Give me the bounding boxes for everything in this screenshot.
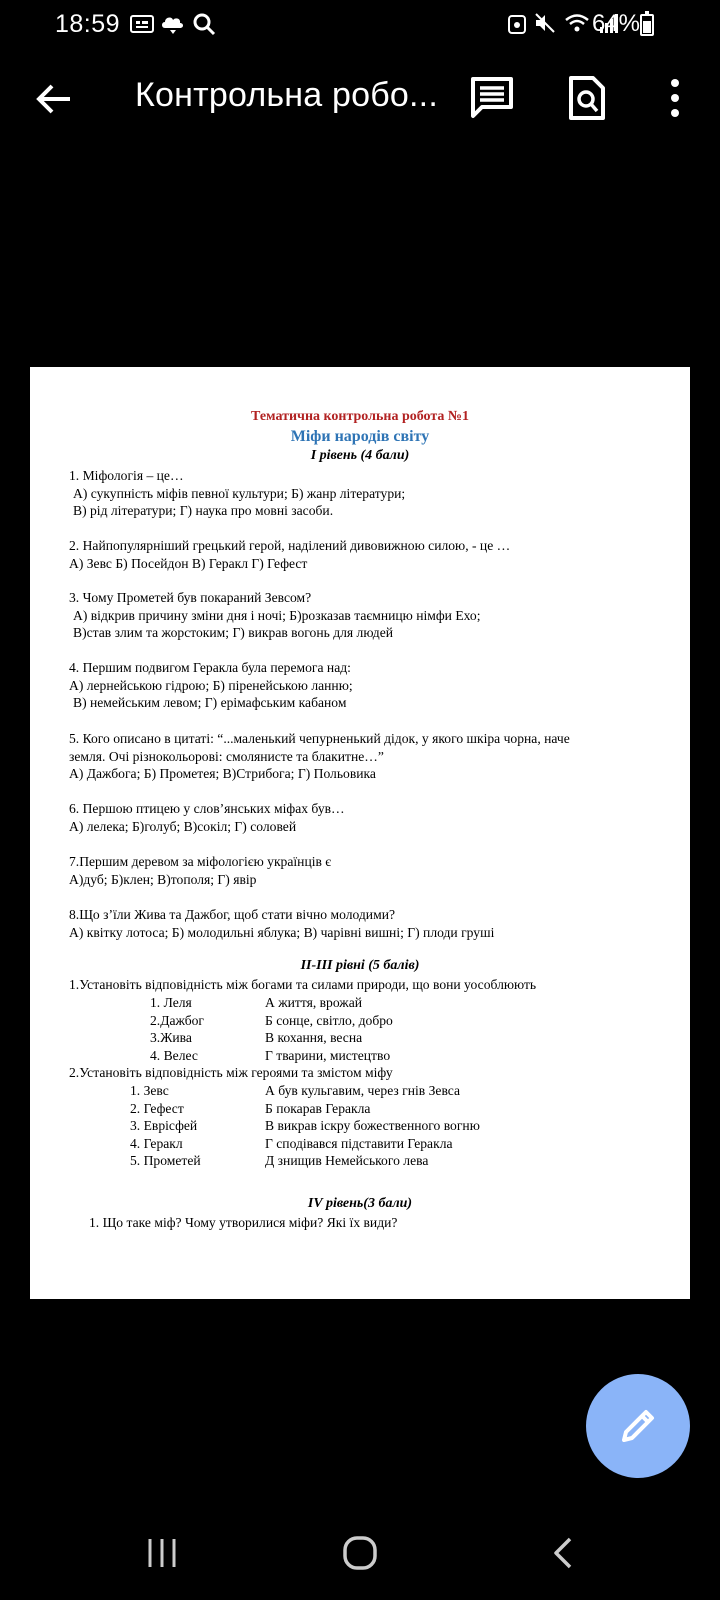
- find-in-document-button[interactable]: [563, 74, 611, 122]
- level4-heading: IV рівень(3 бали): [307, 1196, 413, 1211]
- nav-back-button[interactable]: [548, 1533, 578, 1573]
- question-8: 8.Що з’їли Жива та Дажбог, щоб стати вічно молодими? А) квітку лотоса; Б) молодильні яблука; В) чарівні вишні; Г) плоди груші: [69, 907, 495, 940]
- level1-heading: І рівень (4 бали): [310, 448, 410, 463]
- lock-icon: [508, 12, 526, 34]
- wifi-icon: [564, 12, 590, 34]
- match-row: 3. Еврісфей В викрав іскру божественного вогню: [130, 1118, 480, 1133]
- match-row: 1. Зевс А був кульгавим, через гнів Зевса: [130, 1083, 461, 1098]
- app-bar: [0, 60, 720, 140]
- more-options-button[interactable]: [655, 74, 695, 122]
- task2-prompt: 2.Установіть відповідність між героями та змістом міфу: [69, 1065, 393, 1080]
- recent-apps-icon: [144, 1535, 184, 1571]
- match-row: 1. Леля А життя, врожай: [150, 995, 363, 1010]
- screen-icon: [130, 13, 154, 35]
- search-icon: [192, 12, 216, 36]
- question-7: 7.Першим деревом за міфологією українців є А)дуб; Б)клен; В)тополя; Г) явір: [69, 854, 332, 887]
- status-bar: [0, 0, 720, 52]
- task2-matching: [130, 1082, 670, 1170]
- doc-title-line1: Тематична контрольна робота №1: [251, 409, 469, 424]
- level4-question: 1. Що таке міф? Чому утворилися міфи? Які їх види?: [89, 1215, 398, 1230]
- back-button[interactable]: [30, 74, 80, 124]
- question-6: 6. Першою птицею у слов’янських міфах був… А) лелека; Б)голуб; В)сокіл; Г) соловей: [69, 801, 345, 834]
- battery-percent: 64%: [591, 10, 640, 37]
- edit-fab[interactable]: [586, 1374, 690, 1478]
- more-vert-icon: [655, 74, 695, 122]
- edit-pencil-icon: [618, 1406, 658, 1446]
- match-row: 4. Велес Г тварини, мистецтво: [150, 1047, 391, 1063]
- navigation-bar: [0, 1505, 720, 1600]
- comment-icon: [468, 74, 516, 122]
- match-row: 2. Гефест Б покарав Геракла: [130, 1100, 371, 1116]
- match-row: 5. Прометей Д знищив Немейського лева: [130, 1153, 429, 1168]
- match-row: 4. Геракл Г сподівався підставити Геракла: [130, 1135, 453, 1151]
- level23-heading: ІІ-ІІІ рівні (5 балів): [300, 958, 420, 973]
- status-time: 18:59: [55, 10, 121, 38]
- home-button[interactable]: [340, 1533, 380, 1573]
- document-title: Контрольна робо...: [135, 76, 438, 114]
- mute-icon: [534, 12, 556, 34]
- task1-prompt: 1.Установіть відповідність між богами та силами природи, що вони уособлюють: [69, 977, 537, 992]
- question-2: 2. Найпопулярніший грецький герой, наділений дивовижною силою, - це … А) Зевс Б) Посейдон В) Геракл Г) Гефест: [69, 538, 511, 571]
- question-1: 1. Міфологія – це… А) сукупність міфів певної культури; Б) жанр літератури; В) рід літератури; Г) наука про мовні засоби.: [69, 468, 406, 518]
- back-icon: [548, 1533, 578, 1573]
- recent-apps-button[interactable]: [144, 1535, 184, 1571]
- question-3: 3. Чому Прометей був покараний Зевсом? А) відкрив причину зміни дня і ночі; Б)розказав таємницю німфи Ехо; В)став злим та жорстоким; Г) викрав вогонь для людей: [69, 590, 481, 640]
- match-row: 2.Дажбог Б сонце, світло, добро: [150, 1012, 393, 1028]
- battery-icon: [640, 14, 654, 36]
- back-arrow-icon: [30, 74, 80, 124]
- task1-matching: [150, 994, 670, 1064]
- match-row: 3.Жива В кохання, весна: [150, 1030, 363, 1045]
- home-icon: [340, 1533, 380, 1573]
- document-page[interactable]: [30, 367, 690, 1299]
- cloud-icon: [160, 13, 186, 35]
- question-5: 5. Кого описано в цитаті: “...маленький чепурненький дідок, у якого шкіра чорна, наче земля. Очі різнокольорові: смолянисте та блакитне…” А) Дажбога; Б) Прометея; В)Стрибога; Г) Польовика: [69, 731, 570, 781]
- question-4: 4. Першим подвигом Геракла була перемога над: А) лернейською гідрою; Б) піренейською ланню; В) немейським левом; Г) ерімафським кабаном: [69, 660, 353, 710]
- comments-button[interactable]: [468, 74, 516, 122]
- find-in-doc-icon: [563, 74, 611, 122]
- doc-title-line2: Міфи народів світу: [290, 428, 430, 445]
